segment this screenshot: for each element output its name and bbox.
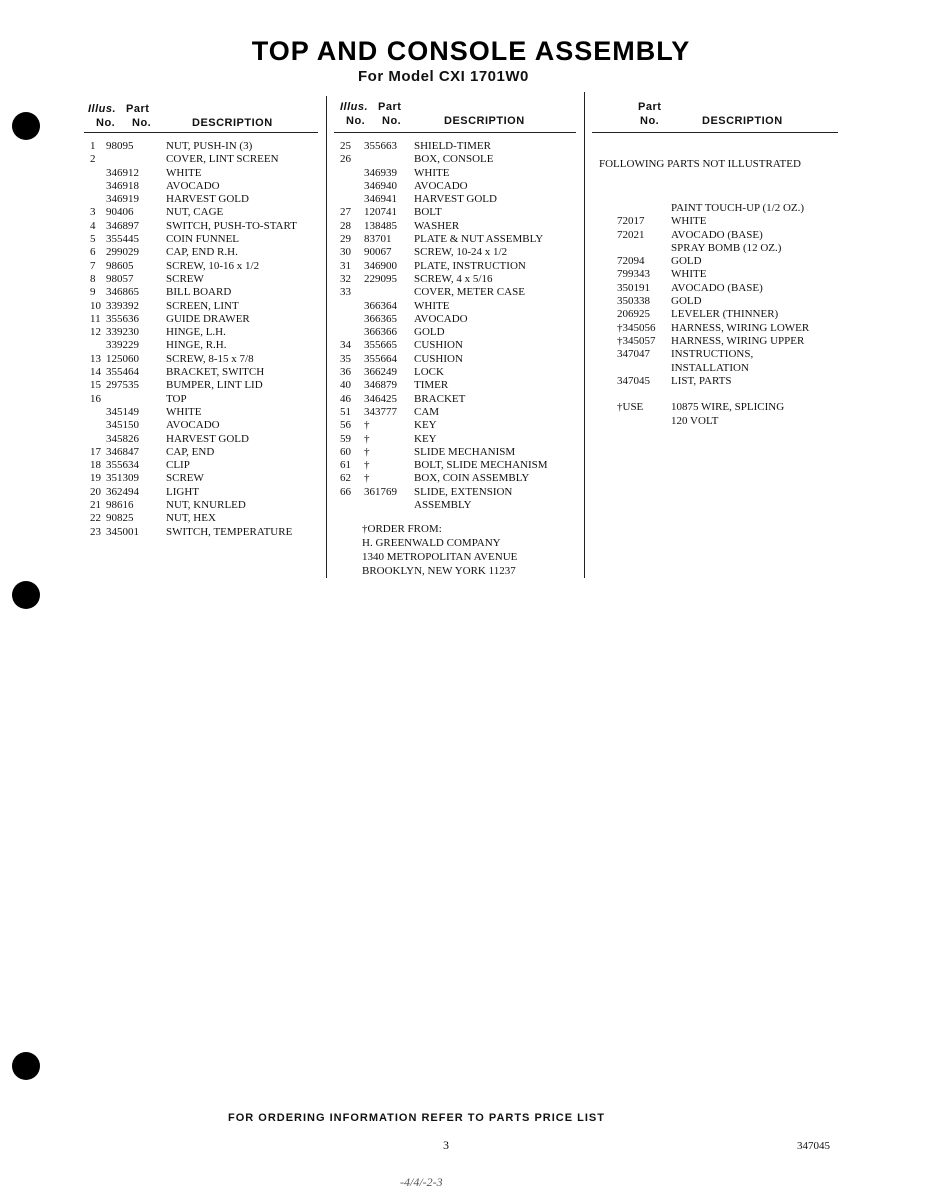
part-number: 339229 xyxy=(106,339,139,352)
part-number: 229095 xyxy=(364,272,397,285)
part-description: TOP xyxy=(166,392,187,405)
part-row xyxy=(617,215,841,228)
illus-number: 4 xyxy=(90,219,96,232)
part-number: † xyxy=(364,432,370,445)
illus-number: 16 xyxy=(90,392,101,405)
part-label: Part xyxy=(126,103,150,115)
part-description: CLIP xyxy=(166,459,190,472)
order-street: 1340 METROPOLITAN AVENUE xyxy=(362,551,518,563)
part-description: CAP, END xyxy=(166,445,215,458)
punch-hole-2 xyxy=(12,581,40,609)
part-description: SCREW, 4 x 5/16 xyxy=(414,272,493,285)
part-row xyxy=(340,326,580,339)
part-row xyxy=(340,433,580,446)
illus-number: 56 xyxy=(340,419,351,432)
part-number: 297535 xyxy=(106,379,139,392)
parts-column-1 xyxy=(90,140,322,539)
part-description: SWITCH, PUSH-TO-START xyxy=(166,219,297,232)
part-row xyxy=(90,419,322,432)
parts-column-2 xyxy=(340,140,580,512)
illus-number: 22 xyxy=(90,512,101,525)
order-city: BROOKLYN, NEW YORK 11237 xyxy=(362,565,516,577)
part-number: 355636 xyxy=(106,312,139,325)
part-number: 345826 xyxy=(106,432,139,445)
illus-number: 32 xyxy=(340,272,351,285)
illus-number: 59 xyxy=(340,432,351,445)
punch-hole-1 xyxy=(12,112,40,140)
part-description: WHITE xyxy=(166,166,202,179)
illus-number: 2 xyxy=(90,153,96,166)
part-description: WHITE xyxy=(414,299,450,312)
part-number: 345150 xyxy=(106,419,139,432)
part-description: SLIDE, EXTENSION xyxy=(414,485,513,498)
part-number: 98057 xyxy=(106,272,134,285)
illus-number: 25 xyxy=(340,140,351,152)
part-description: AVOCADO xyxy=(414,179,468,192)
part-row xyxy=(90,433,322,446)
part-row xyxy=(340,140,580,153)
column-divider-2 xyxy=(584,92,585,578)
part-number: 355664 xyxy=(364,352,397,365)
part-number: 347047 xyxy=(617,348,650,361)
part-row xyxy=(340,459,580,472)
part-row xyxy=(340,153,580,166)
part-row xyxy=(617,308,841,321)
part-row xyxy=(90,273,322,286)
illus-number: 20 xyxy=(90,485,101,498)
part-number: 362494 xyxy=(106,485,139,498)
part-description: BOX, COIN ASSEMBLY xyxy=(414,472,530,485)
part-row xyxy=(340,379,580,392)
part-number: 90406 xyxy=(106,206,134,219)
illus-number: 3 xyxy=(90,206,96,219)
illus-number: 17 xyxy=(90,445,101,458)
part-number: 346939 xyxy=(364,166,397,179)
not-illustrated-note: FOLLOWING PARTS NOT ILLUSTRATED xyxy=(599,158,801,170)
part-description: LIST, PARTS xyxy=(671,374,732,387)
part-label: Part xyxy=(378,101,402,113)
part-row xyxy=(340,206,580,219)
part-description: NUT, HEX xyxy=(166,512,216,525)
part-row xyxy=(90,180,322,193)
order-company: H. GREENWALD COMPANY xyxy=(362,537,501,549)
part-description: AVOCADO xyxy=(166,419,220,432)
page-subtitle: For Model CXI 1701W0 xyxy=(358,68,529,85)
part-number: 350338 xyxy=(617,295,650,308)
part-number: 125060 xyxy=(106,352,139,365)
part-description: LIGHT xyxy=(166,485,199,498)
part-row xyxy=(90,379,322,392)
order-from-label: †ORDER FROM: xyxy=(362,523,442,535)
illus-number: 14 xyxy=(90,366,101,379)
part-number: 345149 xyxy=(106,405,139,418)
part-description: SCREW, 10-16 x 1/2 xyxy=(166,259,260,272)
part-description: COVER, LINT SCREEN xyxy=(166,153,279,166)
part-description: AVOCADO xyxy=(414,312,468,325)
illus-number: 19 xyxy=(90,472,101,485)
part-row xyxy=(90,153,322,166)
part-row xyxy=(340,260,580,273)
handwritten-mark: -4/4/-2-3 xyxy=(400,1175,443,1189)
part-no-label: No. xyxy=(640,115,660,127)
part-row xyxy=(340,220,580,233)
part-row xyxy=(617,229,841,242)
part-number: 351309 xyxy=(106,472,139,485)
part-number: 346897 xyxy=(106,219,139,232)
part-description: SWITCH, TEMPERATURE xyxy=(166,525,293,538)
part-description: SHIELD-TIMER xyxy=(414,140,491,152)
part-row xyxy=(617,388,841,401)
part-number: 346918 xyxy=(106,179,139,192)
part-description: SCREW xyxy=(166,272,204,285)
illus-number: 18 xyxy=(90,459,101,472)
header-rule-1 xyxy=(84,132,318,133)
part-description: LOCK xyxy=(414,366,444,379)
part-description: WASHER xyxy=(414,219,460,232)
part-description: SCREW, 8-15 x 7/8 xyxy=(166,352,254,365)
part-description: 10875 WIRE, SPLICING xyxy=(671,401,785,414)
part-row xyxy=(617,268,841,281)
parts-column-3 xyxy=(617,202,841,428)
part-description: WHITE xyxy=(671,268,707,281)
part-number: † xyxy=(364,419,370,432)
illus-number: 6 xyxy=(90,246,96,259)
part-description: GOLD xyxy=(671,255,702,268)
part-row xyxy=(340,273,580,286)
column-header-3 xyxy=(638,100,838,128)
part-row xyxy=(617,202,841,215)
ordering-info-footer: FOR ORDERING INFORMATION REFER TO PARTS PRICE LIST xyxy=(228,1112,605,1124)
part-row xyxy=(90,286,322,299)
order-from-block xyxy=(362,522,517,578)
part-number: 346912 xyxy=(106,166,139,179)
part-description: BILL BOARD xyxy=(166,286,232,299)
part-row xyxy=(617,282,841,295)
part-description: PLATE & NUT ASSEMBLY xyxy=(414,233,544,246)
part-number: 361769 xyxy=(364,485,397,498)
part-number: 366364 xyxy=(364,299,397,312)
part-number: †345057 xyxy=(617,334,656,347)
part-row xyxy=(617,415,841,428)
part-number: 366366 xyxy=(364,326,397,339)
part-description: SCREW, 10-24 x 1/2 xyxy=(414,246,508,259)
part-description: BOLT, SLIDE MECHANISM xyxy=(414,459,548,472)
part-label: Part xyxy=(638,101,662,113)
illus-number: 23 xyxy=(90,525,101,538)
header-rule-3 xyxy=(592,132,838,133)
description-label: DESCRIPTION xyxy=(444,115,525,127)
part-row xyxy=(340,313,580,326)
part-row xyxy=(340,472,580,485)
illus-label: Illus. xyxy=(340,101,369,113)
part-row xyxy=(340,353,580,366)
illus-number: 27 xyxy=(340,206,351,219)
part-row xyxy=(90,486,322,499)
illus-number: 46 xyxy=(340,392,351,405)
illus-number: 66 xyxy=(340,485,351,498)
part-row xyxy=(340,486,580,499)
part-description: CUSHION xyxy=(414,352,463,365)
part-row xyxy=(340,300,580,313)
illus-number: 8 xyxy=(90,272,96,285)
part-number: 346900 xyxy=(364,259,397,272)
description-label: DESCRIPTION xyxy=(702,115,783,127)
part-row xyxy=(340,286,580,299)
part-row xyxy=(90,446,322,459)
part-row xyxy=(340,233,580,246)
part-description: NUT, KNURLED xyxy=(166,499,246,512)
part-number: † xyxy=(364,459,370,472)
illus-number: 40 xyxy=(340,379,351,392)
part-description: WHITE xyxy=(166,405,202,418)
illus-number: 28 xyxy=(340,219,351,232)
description-label: DESCRIPTION xyxy=(192,117,273,129)
part-number: † xyxy=(364,472,370,485)
part-number: 72021 xyxy=(617,228,645,241)
part-description: COVER, METER CASE xyxy=(414,286,525,299)
part-row xyxy=(90,300,322,313)
part-description: NUT, CAGE xyxy=(166,206,224,219)
part-description: SLIDE MECHANISM xyxy=(414,445,516,458)
illus-number: 15 xyxy=(90,379,101,392)
part-number: 346865 xyxy=(106,286,139,299)
part-row xyxy=(340,167,580,180)
illus-number: 13 xyxy=(90,352,101,365)
part-row xyxy=(340,366,580,379)
part-description: HARVEST GOLD xyxy=(414,193,497,206)
part-number: 343777 xyxy=(364,405,397,418)
part-description: HINGE, L.H. xyxy=(166,326,226,339)
part-number: 98095 xyxy=(106,140,134,152)
part-number: 346425 xyxy=(364,392,397,405)
part-number: 366365 xyxy=(364,312,397,325)
part-description: CUSHION xyxy=(414,339,463,352)
part-number: 355634 xyxy=(106,459,139,472)
illus-number: 11 xyxy=(90,312,101,325)
part-number: 72094 xyxy=(617,255,645,268)
illus-number: 5 xyxy=(90,233,96,246)
part-row xyxy=(90,459,322,472)
part-description: KEY xyxy=(414,419,437,432)
part-number: 120741 xyxy=(364,206,397,219)
part-row xyxy=(617,362,841,375)
part-description: PAINT TOUCH-UP (1/2 OZ.) xyxy=(671,202,805,214)
part-row xyxy=(617,242,841,255)
part-row xyxy=(90,313,322,326)
part-row xyxy=(90,233,322,246)
column-divider-1 xyxy=(326,96,327,578)
illus-number: 12 xyxy=(90,326,101,339)
part-row xyxy=(617,375,841,388)
part-number: 346879 xyxy=(364,379,397,392)
part-row xyxy=(340,419,580,432)
part-number: 355663 xyxy=(364,140,397,152)
part-number: 345001 xyxy=(106,525,139,538)
part-number: 72017 xyxy=(617,215,645,228)
page-number: 3 xyxy=(443,1138,449,1152)
part-row xyxy=(90,246,322,259)
part-number: 355464 xyxy=(106,366,139,379)
part-description: CAP, END R.H. xyxy=(166,246,238,259)
part-description: SCREEN, LINT xyxy=(166,299,239,312)
part-description: BRACKET xyxy=(414,392,466,405)
part-description: HINGE, R.H. xyxy=(166,339,227,352)
part-row xyxy=(90,193,322,206)
part-description: WHITE xyxy=(414,166,450,179)
part-number: 339230 xyxy=(106,326,139,339)
part-row xyxy=(90,140,322,153)
part-description: SCREW xyxy=(166,472,204,485)
part-row xyxy=(90,393,322,406)
part-row xyxy=(90,260,322,273)
illus-number: 31 xyxy=(340,259,351,272)
part-description: SPRAY BOMB (12 OZ.) xyxy=(671,241,782,254)
illus-number: 7 xyxy=(90,259,96,272)
part-row xyxy=(617,348,841,361)
part-row xyxy=(90,206,322,219)
illus-number: 36 xyxy=(340,366,351,379)
illus-number: 60 xyxy=(340,445,351,458)
part-row xyxy=(340,339,580,352)
part-row xyxy=(340,406,580,419)
part-row xyxy=(617,401,841,414)
part-no-label: No. xyxy=(382,115,402,127)
part-description: HARVEST GOLD xyxy=(166,432,249,445)
part-number: 346940 xyxy=(364,179,397,192)
part-description: INSTALLATION xyxy=(671,361,749,374)
part-description: BOLT xyxy=(414,206,442,219)
part-description: BUMPER, LINT LID xyxy=(166,379,263,392)
part-row xyxy=(90,512,322,525)
illus-no-label: No. xyxy=(346,115,366,127)
part-number: 83701 xyxy=(364,233,392,246)
part-description: HARNESS, WIRING UPPER xyxy=(671,334,805,347)
column-header-1 xyxy=(88,102,318,130)
part-row xyxy=(90,353,322,366)
illus-number: 29 xyxy=(340,233,351,246)
illus-number: 26 xyxy=(340,153,351,166)
part-description: GOLD xyxy=(671,295,702,308)
part-description: BRACKET, SWITCH xyxy=(166,366,265,379)
part-description: COIN FUNNEL xyxy=(166,233,240,246)
illus-number: 61 xyxy=(340,459,351,472)
part-row xyxy=(340,246,580,259)
part-row xyxy=(340,393,580,406)
part-description: BOX, CONSOLE xyxy=(414,153,494,166)
header-rule-2 xyxy=(334,132,576,133)
part-row xyxy=(617,322,841,335)
part-row xyxy=(90,526,322,539)
part-row xyxy=(90,220,322,233)
part-number: 90067 xyxy=(364,246,392,259)
illus-number: 51 xyxy=(340,405,351,418)
illus-no-label: No. xyxy=(96,117,116,129)
part-description: HARVEST GOLD xyxy=(166,193,249,206)
part-description: KEY xyxy=(414,432,437,445)
part-description: AVOCADO xyxy=(166,179,220,192)
part-number: †345056 xyxy=(617,321,656,334)
part-number: †USE xyxy=(617,401,644,414)
illus-number: 35 xyxy=(340,352,351,365)
part-row xyxy=(340,193,580,206)
part-description: INSTRUCTIONS, xyxy=(671,348,754,361)
part-row xyxy=(90,326,322,339)
part-description: ASSEMBLY xyxy=(414,499,472,512)
part-number: 98616 xyxy=(106,499,134,512)
illus-number: 62 xyxy=(340,472,351,485)
part-row xyxy=(617,335,841,348)
illus-number: 21 xyxy=(90,499,101,512)
part-number: 346847 xyxy=(106,445,139,458)
part-number: 90825 xyxy=(106,512,134,525)
part-description: TIMER xyxy=(414,379,449,392)
part-description: NUT, PUSH-IN (3) xyxy=(166,140,253,152)
part-description: HARNESS, WIRING LOWER xyxy=(671,321,810,334)
part-description: AVOCADO (BASE) xyxy=(671,281,763,294)
part-number: 98605 xyxy=(106,259,134,272)
part-description: WHITE xyxy=(671,215,707,228)
page-title: TOP AND CONSOLE ASSEMBLY xyxy=(251,36,691,66)
part-number: 346919 xyxy=(106,193,139,206)
illus-number: 9 xyxy=(90,286,96,299)
part-description: CAM xyxy=(414,405,440,418)
part-number: 355665 xyxy=(364,339,397,352)
part-row xyxy=(90,339,322,352)
part-number: 346941 xyxy=(364,193,397,206)
punch-hole-3 xyxy=(12,1052,40,1080)
part-row xyxy=(617,255,841,268)
part-number: 350191 xyxy=(617,281,650,294)
illus-number: 1 xyxy=(90,140,96,152)
illus-number: 30 xyxy=(340,246,351,259)
part-description: AVOCADO (BASE) xyxy=(671,228,763,241)
part-description: LEVELER (THINNER) xyxy=(671,308,779,321)
part-row xyxy=(90,167,322,180)
part-description: 120 VOLT xyxy=(671,414,719,427)
part-description: GOLD xyxy=(414,326,445,339)
part-no-label: No. xyxy=(132,117,152,129)
part-row xyxy=(340,446,580,459)
document-number: 347045 xyxy=(797,1140,830,1152)
part-row xyxy=(617,295,841,308)
part-row xyxy=(90,499,322,512)
column-header-2 xyxy=(340,100,576,128)
part-description: GUIDE DRAWER xyxy=(166,312,250,325)
part-row xyxy=(90,366,322,379)
part-number: 299029 xyxy=(106,246,139,259)
part-number: 138485 xyxy=(364,219,397,232)
part-number: † xyxy=(364,445,370,458)
part-number: 347045 xyxy=(617,374,650,387)
part-number: 799343 xyxy=(617,268,650,281)
part-number: 339392 xyxy=(106,299,139,312)
part-row xyxy=(90,472,322,485)
part-row xyxy=(90,406,322,419)
illus-number: 10 xyxy=(90,299,101,312)
part-number: 366249 xyxy=(364,366,397,379)
illus-label: Illus. xyxy=(88,103,117,115)
part-row xyxy=(340,499,580,512)
illus-number: 34 xyxy=(340,339,351,352)
illus-number: 33 xyxy=(340,286,351,299)
part-number: 355445 xyxy=(106,233,139,246)
part-description: PLATE, INSTRUCTION xyxy=(414,259,526,272)
part-number: 206925 xyxy=(617,308,650,321)
part-row xyxy=(340,180,580,193)
